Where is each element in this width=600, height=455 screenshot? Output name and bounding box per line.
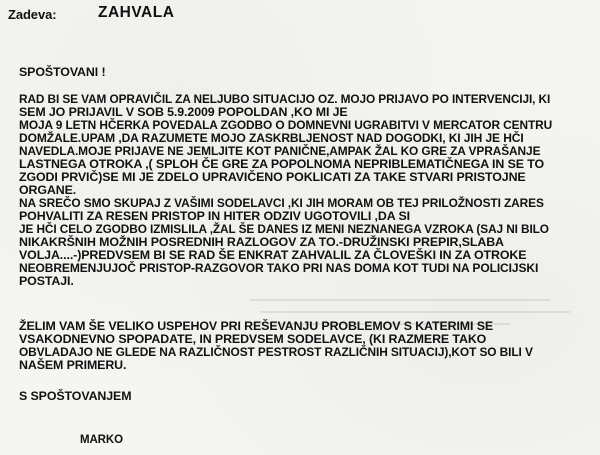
paragraph-line: VOLJA....-)PREDVSEM BI SE RAD ŠE ENKRAT ZAHVALIL ZA ČLOVEŠKI IN ZA OTROKE [19, 248, 527, 262]
paragraph-line: SEM JO PRIJAVIL V SOB 5.9.2009 POPOLDAN ,KO MI JE [19, 105, 348, 119]
paragraph-line: NIKAKRŠNIH MOŽNIH POSREDNIH RAZLOGOV ZA TO.-DRUŽINSKI PREPIR,SLABA [19, 235, 504, 249]
paragraph-line: ZGODI PRVIČ)SE MI JE ZDELO UPRAVIČENO POKLICATI ZA TAKE STVARI PRISTOJNE [19, 170, 526, 184]
paragraph-line: ORGANE. [19, 183, 77, 197]
paragraph-line: NAŠEM PRIMERU. [19, 358, 127, 372]
paragraph-line: POHVALITI ZA RESEN PRISTOP IN HITER ODZIV UGOTOVILI ,DA SI [19, 209, 410, 223]
subject-value: ZAHVALA [98, 4, 175, 21]
paragraph-line: VSAKODNEVNO SPOPADATE, IN PREDVSEM SODELAVCE, (KI RAZMERE TAKO [19, 332, 487, 346]
paragraph-line: NAVEDLA.MOJE PRIJAVE NE JEMLJITE KOT PANIČNE,AMPAK ŽAL KO GRE ZA VPRAŠANJE [19, 144, 541, 158]
subject-label: Zadeva: [8, 7, 57, 22]
paragraph-line: RAD BI SE VAM OPRAVIČIL ZA NELJUBO SITUACIJO OZ. MOJO PRIJAVO PO INTERVENCIJI, KI [19, 92, 551, 106]
paragraph-line: ŽELIM VAM ŠE VELIKO USPEHOV PRI REŠEVANJU PROBLEMOV S KATERIMI SE [19, 319, 494, 333]
paragraph-line: LASTNEGA OTROKA ,( SPLOH ČE GRE ZA POPOLNOMA NEPRIBLEMATIČNEGA IN SE TO [19, 157, 545, 171]
paragraph-line: MOJA 9 LETN HČERKA POVEDALA ZGODBO O DOMNEVNI UGRABITVI V MERCATOR CENTRU [19, 118, 553, 132]
greeting: SPOŠTOVANI ! [19, 65, 106, 79]
paragraph-apology [19, 93, 575, 288]
paragraph-line: POSTAJI. [19, 274, 74, 288]
paragraph-line: NEOBREMENJUJOČ PRISTOP-RAZGOVOR TAKO PRI NAS DOMA KOT TUDI NA POLICIJSKI [19, 261, 539, 275]
paragraph-line: NA SREČO SMO SKUPAJ Z VAŠIMI SODELAVCI ,KI JIH MORAM OB TEJ PRILOŽNOSTI ZARES [19, 196, 544, 210]
closing-salutation: S SPOŠTOVANJEM [19, 389, 132, 403]
signature-name: MARKO [80, 434, 123, 446]
paragraph-wishes [19, 320, 554, 372]
paragraph-line: OBVLADAJO NE GLEDE NA RAZLIČNOST PESTROST RAZLIČNIH SITUACIJ),KOT SO BILI V [19, 345, 533, 359]
paragraph-line: JE HČI CELO ZGODBO IZMISLILA ,ŽAL ŠE DANES IZ MENI NEZNANEGA VZROKA (SAJ NI BILO [19, 222, 549, 236]
paragraph-line: DOMŽALE.UPAM ,DA RAZUMETE MOJO ZASKRBLJENOST NAD DOGODKI, KI JIH JE HČI [19, 131, 524, 145]
